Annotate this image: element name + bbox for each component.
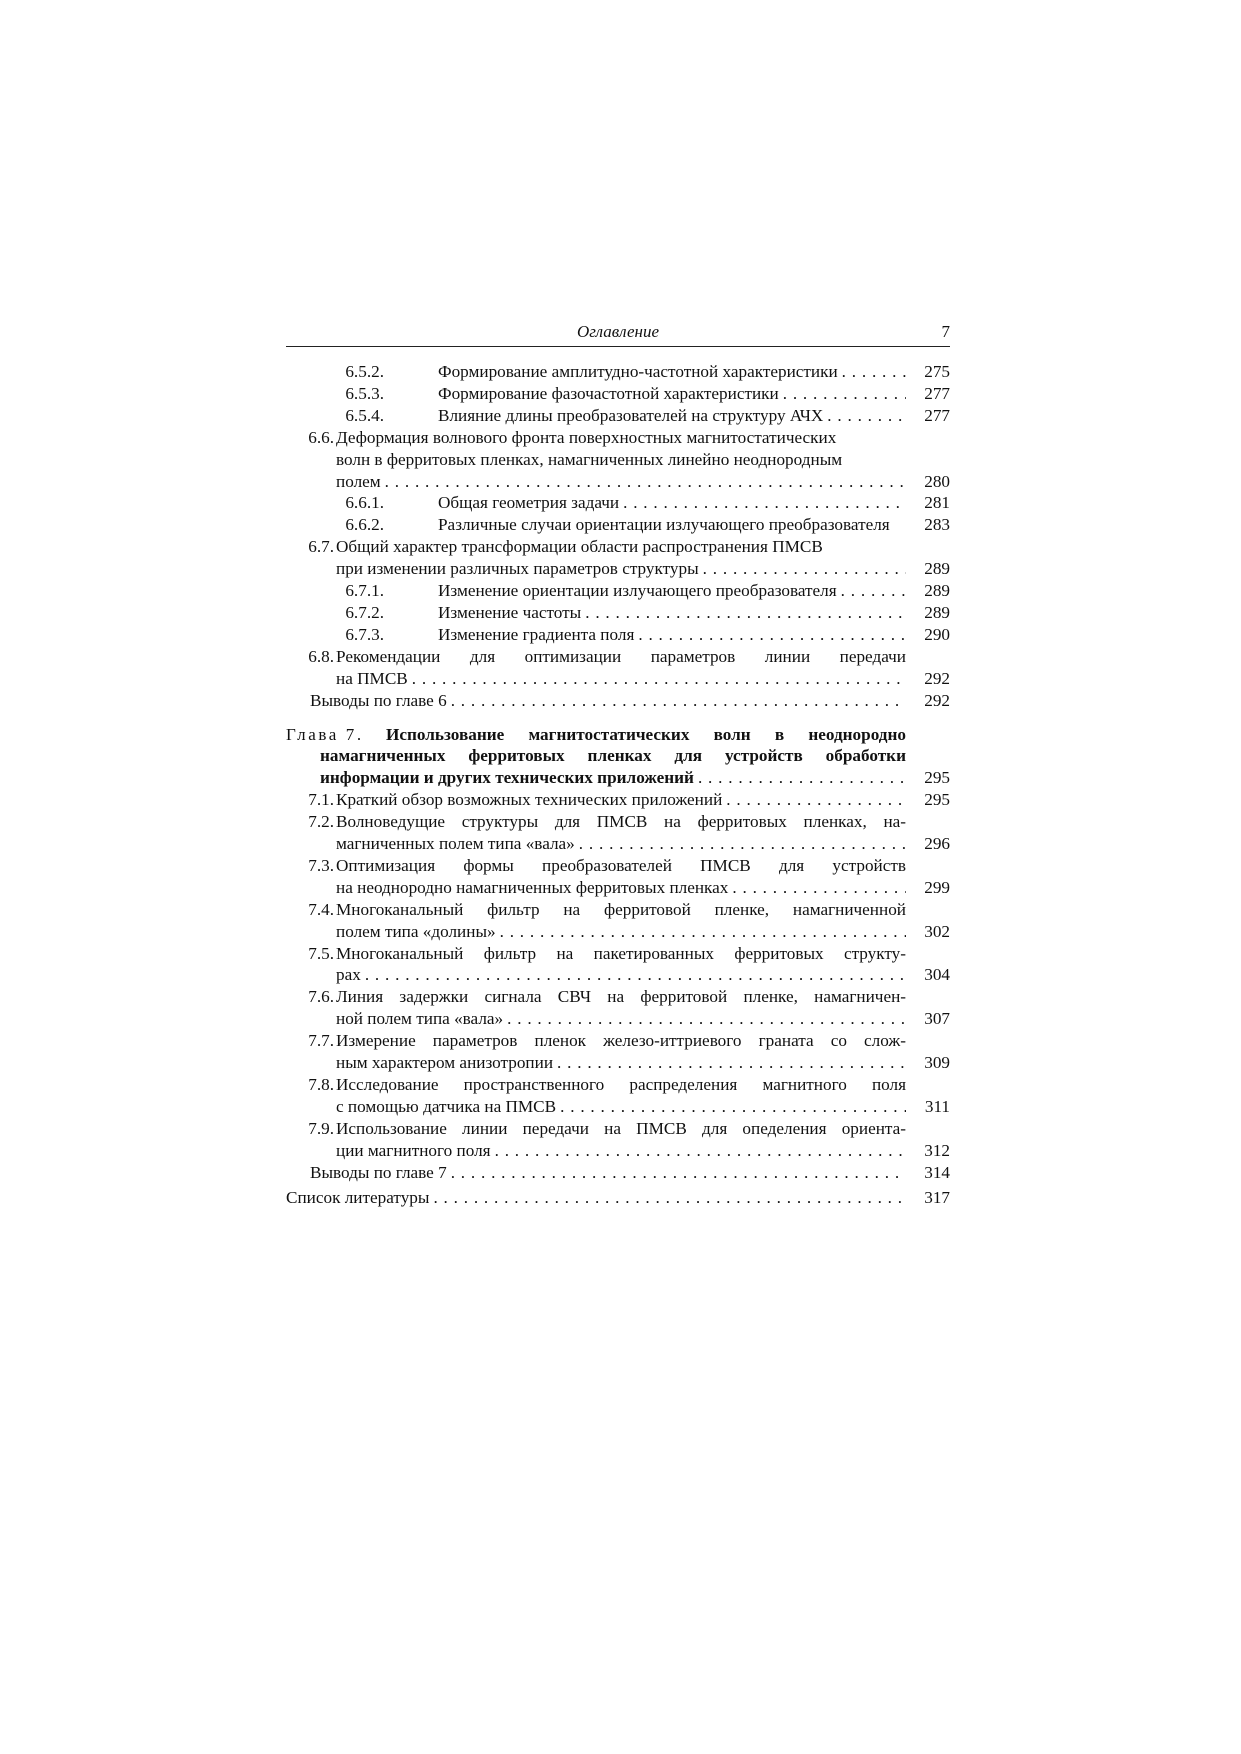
toc-entry-title: ной полем типа «вала»	[336, 1009, 504, 1029]
toc-entry-7-3[interactable]	[286, 855, 950, 899]
toc-entry-page: 296	[924, 834, 950, 854]
toc-entry-page: 283	[924, 515, 950, 535]
toc-entry-number: 7.8.	[308, 1075, 334, 1094]
toc-entry-title: рах	[336, 965, 361, 985]
toc-entry-number: 6.8.	[308, 646, 334, 666]
toc-entry-title: магниченных полем типа «вала»	[336, 834, 575, 854]
chapter-label: Глава 7.	[286, 724, 364, 744]
toc-entry-6-7-3[interactable]	[286, 624, 950, 646]
toc-entry-title: Общая геометрия задачи	[438, 493, 620, 513]
toc-entry-7-7[interactable]	[286, 1030, 950, 1074]
toc-entry-line: Многоканальный фильтр на пакетированных ферритовых структу-	[336, 943, 906, 963]
toc-entry-title: полем типа «долины»	[336, 921, 496, 941]
toc-entry-7-8[interactable]	[286, 1074, 950, 1118]
toc-entry-page: 304	[924, 965, 950, 985]
running-title: Оглавление	[576, 322, 660, 341]
toc-entry-number: 7.1.	[308, 790, 334, 810]
toc-entry-title: Выводы по главе 7	[310, 1162, 447, 1182]
toc-entry-line: Волноведущие структуры для ПМСВ на ферритовых пленках, на-	[336, 812, 906, 832]
toc-entry-line: Рекомендации для оптимизации параметров линии передачи	[336, 646, 906, 666]
toc-entry-6-5-2[interactable]	[286, 361, 950, 383]
toc-entry-6-8[interactable]	[286, 646, 950, 690]
toc-entry-title: Формирование фазочастотной характеристики	[438, 383, 779, 403]
toc-entry-6-6-2[interactable]	[286, 514, 950, 536]
table-of-contents	[286, 361, 950, 1208]
toc-entry-number: 6.6.2.	[345, 515, 384, 535]
toc-entry-page: 314	[924, 1162, 950, 1182]
toc-entry-6-6-1[interactable]	[286, 492, 950, 514]
toc-entry-line: Деформация волнового фронта поверхностных магнитостатических	[336, 427, 837, 447]
toc-entry-summary-7[interactable]	[286, 1162, 950, 1184]
toc-entry-number: 7.2.	[308, 812, 334, 832]
toc-entry-page: 289	[924, 559, 950, 579]
toc-entry-number: 6.5.2.	[345, 362, 384, 381]
toc-entry-number: 6.7.1.	[345, 581, 384, 601]
toc-entry-title: с помощью датчика на ПМСВ	[336, 1096, 557, 1116]
toc-entry-7-6[interactable]	[286, 986, 950, 1030]
toc-entry-title: Выводы по главе 6	[310, 690, 447, 710]
toc-entry-number: 7.4.	[308, 899, 334, 919]
toc-entry-page: 311	[924, 1096, 950, 1116]
toc-entry-number: 6.7.2.	[345, 602, 384, 622]
toc-entry-number: 6.5.4.	[345, 405, 384, 425]
toc-entry-page: 281	[924, 493, 950, 513]
toc-page	[286, 320, 950, 1208]
toc-entry-7-5[interactable]	[286, 943, 950, 987]
toc-entry-title: Различные случаи ориентации излучающего преобразователя	[438, 515, 890, 535]
toc-entry-title: Краткий обзор возможных технических приложений	[336, 790, 723, 810]
toc-entry-number: 7.6.	[308, 987, 334, 1007]
toc-entry-title: ным характером анизотропии	[336, 1053, 554, 1073]
toc-entry-page: 307	[924, 1009, 950, 1029]
toc-entry-7-2[interactable]	[286, 811, 950, 855]
toc-entry-line: Оптимизация формы преобразователей ПМСВ для устройств	[336, 855, 906, 875]
toc-entry-page: 292	[924, 668, 950, 688]
toc-entry-line: Измерение параметров пленок железо-иттриевого граната со слож-	[336, 1031, 906, 1051]
toc-entry-number: 7.9.	[308, 1118, 334, 1138]
toc-entry-title: Изменение частоты	[438, 602, 582, 622]
toc-entry-number: 6.5.3.	[345, 383, 384, 403]
toc-entry-page: 289	[924, 602, 950, 622]
toc-entry-6-5-4[interactable]	[286, 405, 950, 427]
toc-entry-title: полем	[336, 471, 381, 491]
toc-entry-references[interactable]	[286, 1187, 950, 1209]
toc-entry-number: 7.3.	[308, 855, 334, 875]
toc-entry-page: 309	[924, 1053, 950, 1073]
toc-entry-number: 6.6.	[308, 427, 334, 447]
toc-entry-page: 312	[924, 1140, 950, 1160]
toc-entry-page: 292	[924, 690, 950, 710]
toc-entry-page: 280	[924, 471, 950, 491]
toc-entry-6-6[interactable]	[286, 427, 950, 493]
toc-entry-title: на неоднородно намагниченных ферритовых пленках	[336, 877, 729, 897]
running-header	[286, 320, 950, 347]
toc-entry-summary-6[interactable]	[286, 690, 950, 712]
toc-entry-page: 299	[924, 877, 950, 897]
toc-entry-title: Изменение градиента поля	[438, 624, 635, 644]
toc-entry-line: Использование магнитостатических волн в неоднородно	[386, 724, 906, 744]
toc-entry-page: 295	[924, 790, 950, 810]
toc-entry-title: ции магнитного поля	[336, 1140, 491, 1160]
toc-entry-number: 6.7.3.	[345, 624, 384, 644]
toc-entry-line: Исследование пространственного распределения магнитного поля	[336, 1075, 906, 1094]
toc-entry-title: при изменении различных параметров структуры	[336, 559, 699, 579]
toc-entry-number: 7.5.	[308, 943, 334, 963]
toc-entry-page: 277	[924, 405, 950, 425]
toc-entry-title: Список литературы	[286, 1187, 430, 1207]
toc-entry-page: 275	[924, 362, 950, 381]
toc-entry-6-7-2[interactable]	[286, 602, 950, 624]
toc-entry-title: Влияние длины преобразователей на структуру АЧХ	[438, 405, 824, 425]
toc-entry-line: волн в ферритовых пленках, намагниченных линейно неоднородным	[336, 449, 843, 469]
toc-entry-line: Общий характер трансформации области распространения ПМСВ	[336, 537, 823, 557]
toc-entry-page: 317	[924, 1187, 950, 1207]
toc-entry-number: 7.7.	[308, 1031, 334, 1051]
toc-entry-page: 277	[924, 383, 950, 403]
toc-entry-7-9[interactable]	[286, 1118, 950, 1162]
toc-entry-6-5-3[interactable]	[286, 383, 950, 405]
toc-entry-page: 295	[924, 768, 950, 788]
toc-entry-page: 289	[924, 581, 950, 601]
toc-entry-7-1[interactable]	[286, 789, 950, 811]
page-number: 7	[941, 322, 950, 341]
toc-entry-title: на ПМСВ	[336, 668, 408, 688]
toc-entry-line: намагниченных ферритовых пленках для устройств обработки	[320, 746, 906, 766]
toc-entry-number: 6.7.	[308, 537, 334, 557]
toc-entry-6-7-1[interactable]	[286, 580, 950, 602]
toc-entry-line: Использование линии передачи на ПМСВ для опеделения ориента-	[336, 1118, 906, 1138]
toc-entry-number: 6.6.1.	[345, 493, 384, 513]
toc-entry-chapter-7[interactable]	[286, 724, 950, 790]
toc-entry-title: информации и других технических приложений	[320, 768, 694, 788]
toc-entry-6-7[interactable]	[286, 536, 950, 580]
toc-entry-page: 290	[924, 624, 950, 644]
toc-entry-line: Линия задержки сигнала СВЧ на ферритовой пленке, намагничен-	[336, 987, 906, 1007]
toc-entry-line: Многоканальный фильтр на ферритовой пленке, намагниченной	[336, 899, 906, 919]
toc-entry-7-4[interactable]	[286, 899, 950, 943]
toc-entry-title: Формирование амплитудно-частотной характеристики	[438, 362, 838, 381]
toc-entry-title: Изменение ориентации излучающего преобразователя	[438, 581, 837, 601]
toc-entry-page: 302	[924, 921, 950, 941]
